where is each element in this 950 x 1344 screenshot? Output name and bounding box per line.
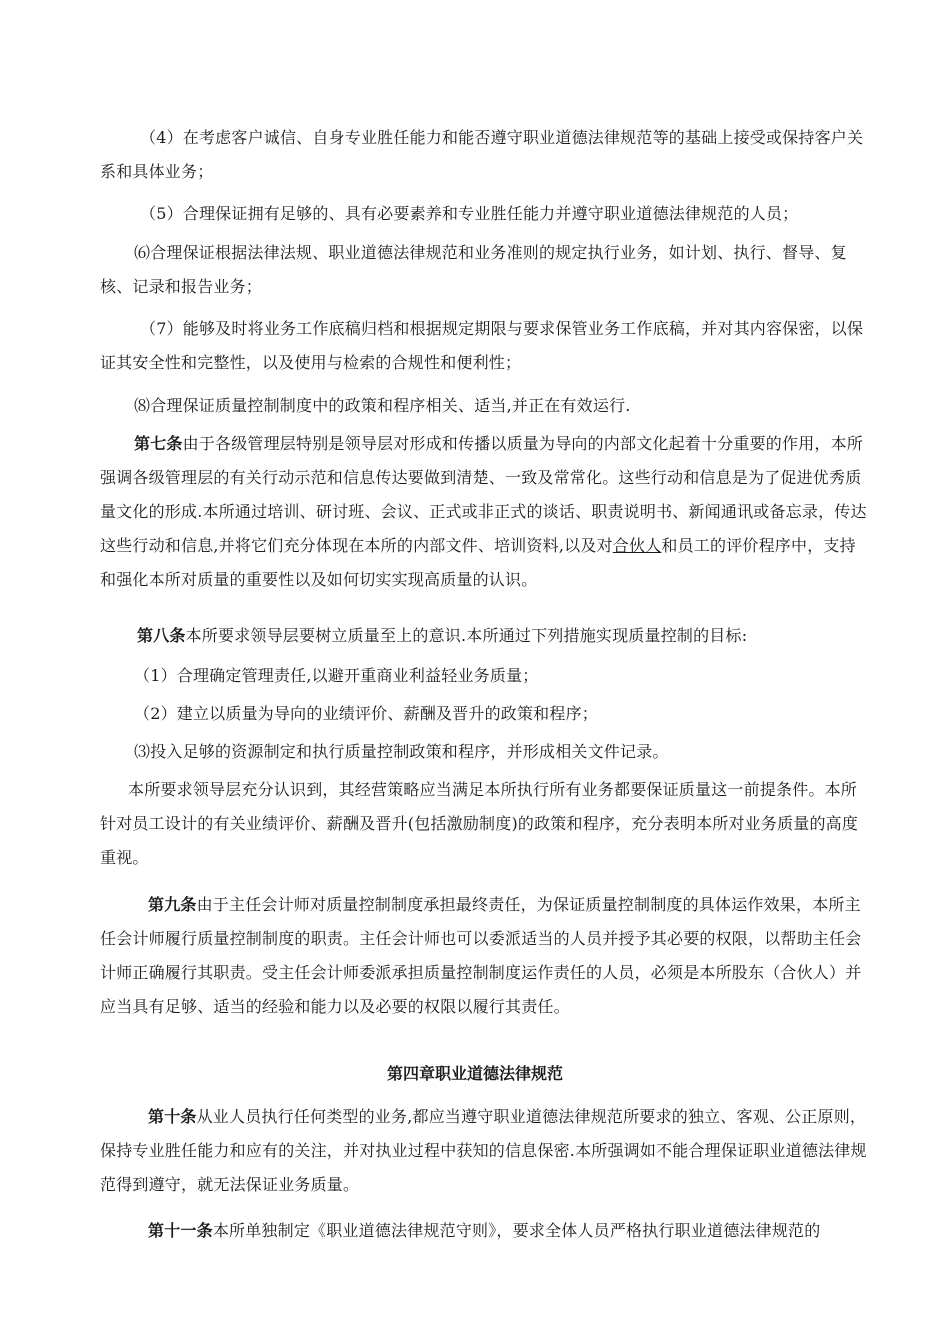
article-11-label: 第十一条 bbox=[148, 1221, 213, 1240]
article-8-item-3 bbox=[100, 735, 870, 769]
article-7-label: 第七条 bbox=[134, 434, 183, 453]
article-7-text-a: 由于各级管理层特别是领导层对形成和传播以质量为导向的内部文化起着十分重要的作用，本所强调各级管理层的有关行动示范和信息传达要做到清楚、一致及常常化。这些行动和信息是为了促进优秀质量文化的形成.本所通过培训、研讨班、会议、正式或非正式的谈话、职责说明书、新闻通讯或备忘录，传达这些行动和信息,并将它们充分体现在本所的内部文件、培训资料,以及对 bbox=[100, 434, 867, 555]
article-8-item-2 bbox=[100, 697, 870, 731]
clause-4-text: （4）在考虑客户诚信、自身专业胜任能力和能否遵守职业道德法律规范等的基础上接受或保持客户关系和具体业务； bbox=[100, 128, 864, 181]
article-8-item-1-text: （1）合理确定管理责任,以避开重商业利益轻业务质量； bbox=[134, 666, 539, 685]
clause-5-text: （5）合理保证拥有足够的、具有必要素养和专业胜任能力并遵守职业道德法律规范的人员； bbox=[140, 204, 799, 223]
article-8-item-2-text: （2）建立以质量为导向的业绩评价、薪酬及晋升的政策和程序； bbox=[134, 704, 598, 723]
article-11 bbox=[100, 1214, 870, 1248]
article-9-text: 由于主任会计师对质量控制制度承担最终责任，为保证质量控制制度的具体运作效果，本所主任会计师履行质量控制制度的职责。主任会计师也可以委派适当的人员并授予其必要的权限，以帮助主任会计师正确履行其职责。受主任会计师委派承担质量控制制度运作责任的人员，必须是本所股东（合伙人）并应当具有足够、适当的经验和能力以及必要的权限以履行其责任。 bbox=[100, 895, 862, 1016]
chapter-4-heading: 第四章职业道德法律规范 bbox=[386, 1064, 563, 1083]
article-7-text-b: 和员工的评价程序中，支持和强化本所对质量的重要性以及如何切实实现高质量的认识。 bbox=[100, 536, 856, 589]
article-8-closing bbox=[100, 773, 870, 875]
article-10 bbox=[100, 1100, 870, 1202]
clause-6 bbox=[100, 236, 870, 304]
article-8-item-3-text: ⑶投入足够的资源制定和执行质量控制政策和程序，并形成相关文件记录。 bbox=[134, 742, 669, 761]
article-9 bbox=[100, 888, 870, 1024]
article-8-closing-text: 本所要求领导层充分认识到，其经营策略应当满足本所执行所有业务都要保证质量这一前提条件。本所针对员工设计的有关业绩评价、薪酬及晋升(包括激励制度)的政策和程序，充分表明本所对业务质量的高度重视。 bbox=[100, 780, 859, 867]
article-10-text: 从业人员执行任何类型的业务,都应当遵守职业道德法律规范所要求的独立、客观、公正原则，保持专业胜任能力和应有的关注，并对执业过程中获知的信息保密.本所强调如不能合理保证职业道德法律规范得到遵守，就无法保证业务质量。 bbox=[100, 1107, 867, 1194]
article-11-text: 本所单独制定《职业道德法律规范守则》，要求全体人员严格执行职业道德法律规范的 bbox=[212, 1221, 821, 1240]
clause-7-text: （7）能够及时将业务工作底稿归档和根据规定期限与要求保管业务工作底稿，并对其内容保密，以保证其安全性和完整性，以及使用与检索的合规性和便利性； bbox=[100, 319, 864, 372]
clause-7 bbox=[100, 312, 870, 380]
partner-underlined: 合伙人 bbox=[612, 536, 662, 555]
article-8-text: 本所要求领导层要树立质量至上的意识.本所通过下列措施实现质量控制的目标: bbox=[185, 626, 748, 645]
clause-6-text: ⑹合理保证根据法律法规、职业道德法律规范和业务准则的规定执行业务，如计划、执行、督导、复核、记录和报告业务； bbox=[100, 243, 847, 296]
clause-8-text: ⑻合理保证质量控制制度中的政策和程序相关、适当,并正在有效运行. bbox=[134, 396, 631, 415]
article-8 bbox=[100, 619, 870, 653]
article-9-label: 第九条 bbox=[148, 895, 197, 914]
clause-5 bbox=[100, 197, 870, 231]
clause-8 bbox=[100, 389, 870, 423]
article-8-item-1 bbox=[100, 659, 870, 693]
article-7 bbox=[100, 427, 870, 597]
article-8-label: 第八条 bbox=[137, 626, 186, 645]
clause-4 bbox=[100, 121, 870, 189]
article-10-label: 第十条 bbox=[148, 1107, 197, 1126]
